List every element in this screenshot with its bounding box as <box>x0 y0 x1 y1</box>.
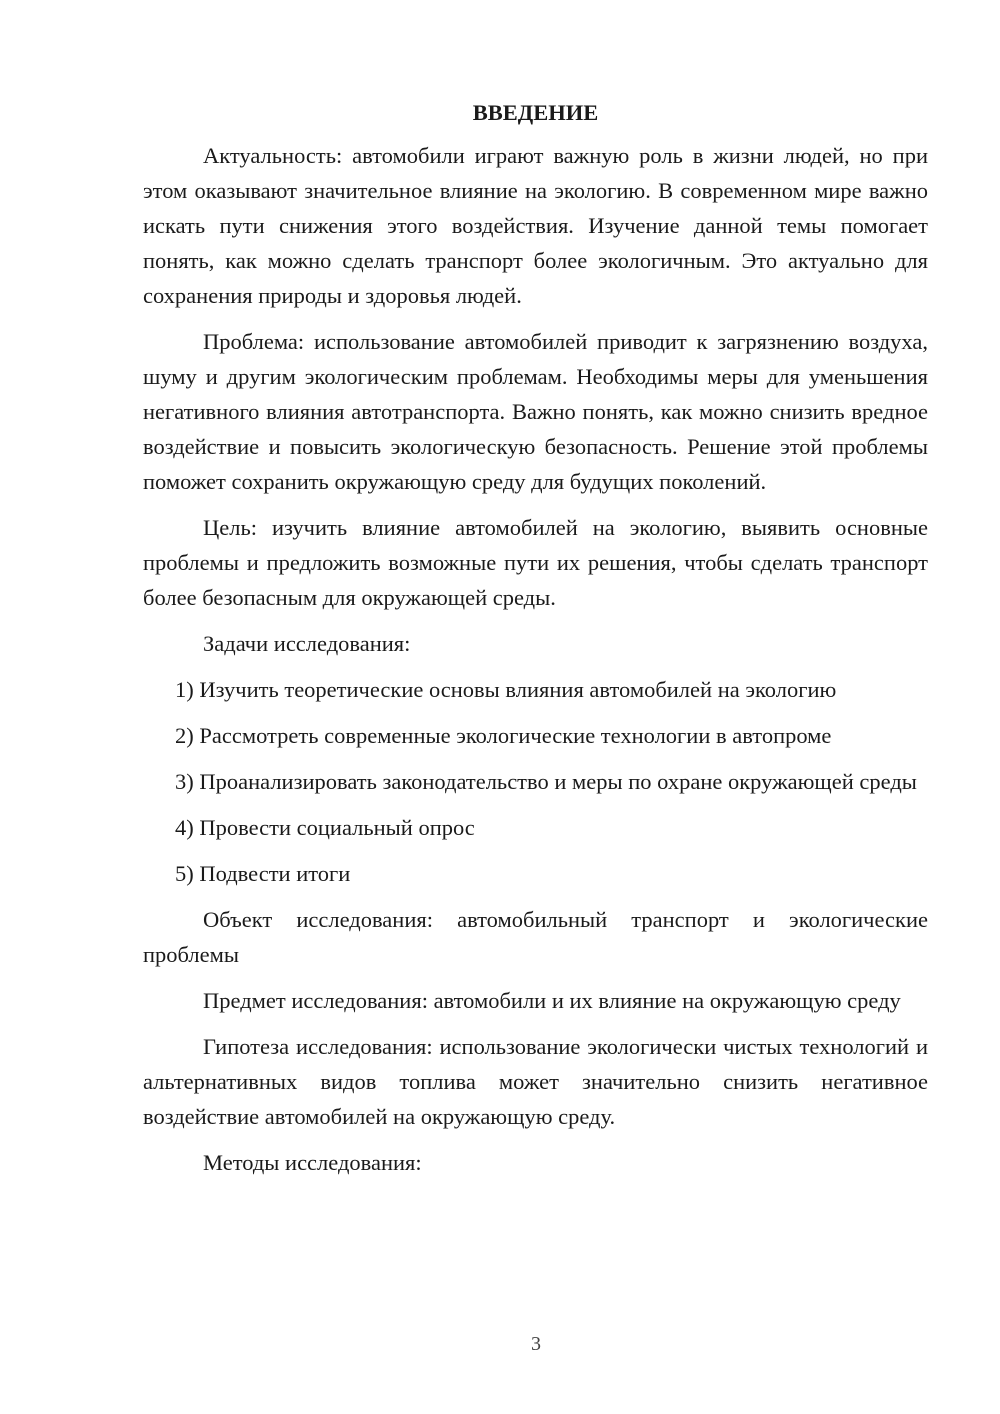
methods-heading: Методы исследования: <box>203 1150 422 1175</box>
task-item: 2) Рассмотреть современные экологические технологии в автопроме <box>175 723 832 748</box>
page-number: 3 <box>531 1333 541 1355</box>
paragraph-relevance: Актуальность: автомобили играют важную роль в жизни людей, но при этом оказывают значительное влияние на экологию. В современном мире важно искать пути снижения этого воздействия. Изучение данной темы помогает понять, как можно сделать транспорт более экологичным. Это актуально для сохранения природы и здоровья людей. <box>143 143 928 308</box>
paragraph-subject: Предмет исследования: автомобили и их влияние на окружающую среду <box>203 988 901 1013</box>
tasks-heading: Задачи исследования: <box>203 631 411 656</box>
paragraph-problem: Проблема: использование автомобилей приводит к загрязнению воздуха, шуму и другим экологическим проблемам. Необходимы меры для уменьшения негативного влияния автотранспорта. Важно понять, как можно снизить вредное воздействие и повысить экологическую безопасность. Решение этой проблемы поможет сохранить окружающую среду для будущих поколений. <box>143 329 928 494</box>
paragraph-goal: Цель: изучить влияние автомобилей на экологию, выявить основные проблемы и предложить возможные пути их решения, чтобы сделать транспорт более безопасным для окружающей среды. <box>143 515 928 610</box>
page-content <box>143 95 928 1191</box>
task-item: 4) Провести социальный опрос <box>175 815 475 840</box>
page-title: ВВЕДЕНИЕ <box>472 100 599 125</box>
paragraph-object: Объект исследования: автомобильный транспорт и экологические проблемы <box>143 907 928 967</box>
task-item: 3) Проанализировать законодательство и меры по охране окружающей среды <box>175 769 917 794</box>
task-item: 5) Подвести итоги <box>175 861 351 886</box>
task-item: 1) Изучить теоретические основы влияния автомобилей на экологию <box>175 677 837 702</box>
paragraph-hypothesis: Гипотеза исследования: использование экологически чистых технологий и альтернативных видов топлива может значительно снизить негативное воздействие автомобилей на окружающую среду. <box>143 1034 928 1129</box>
